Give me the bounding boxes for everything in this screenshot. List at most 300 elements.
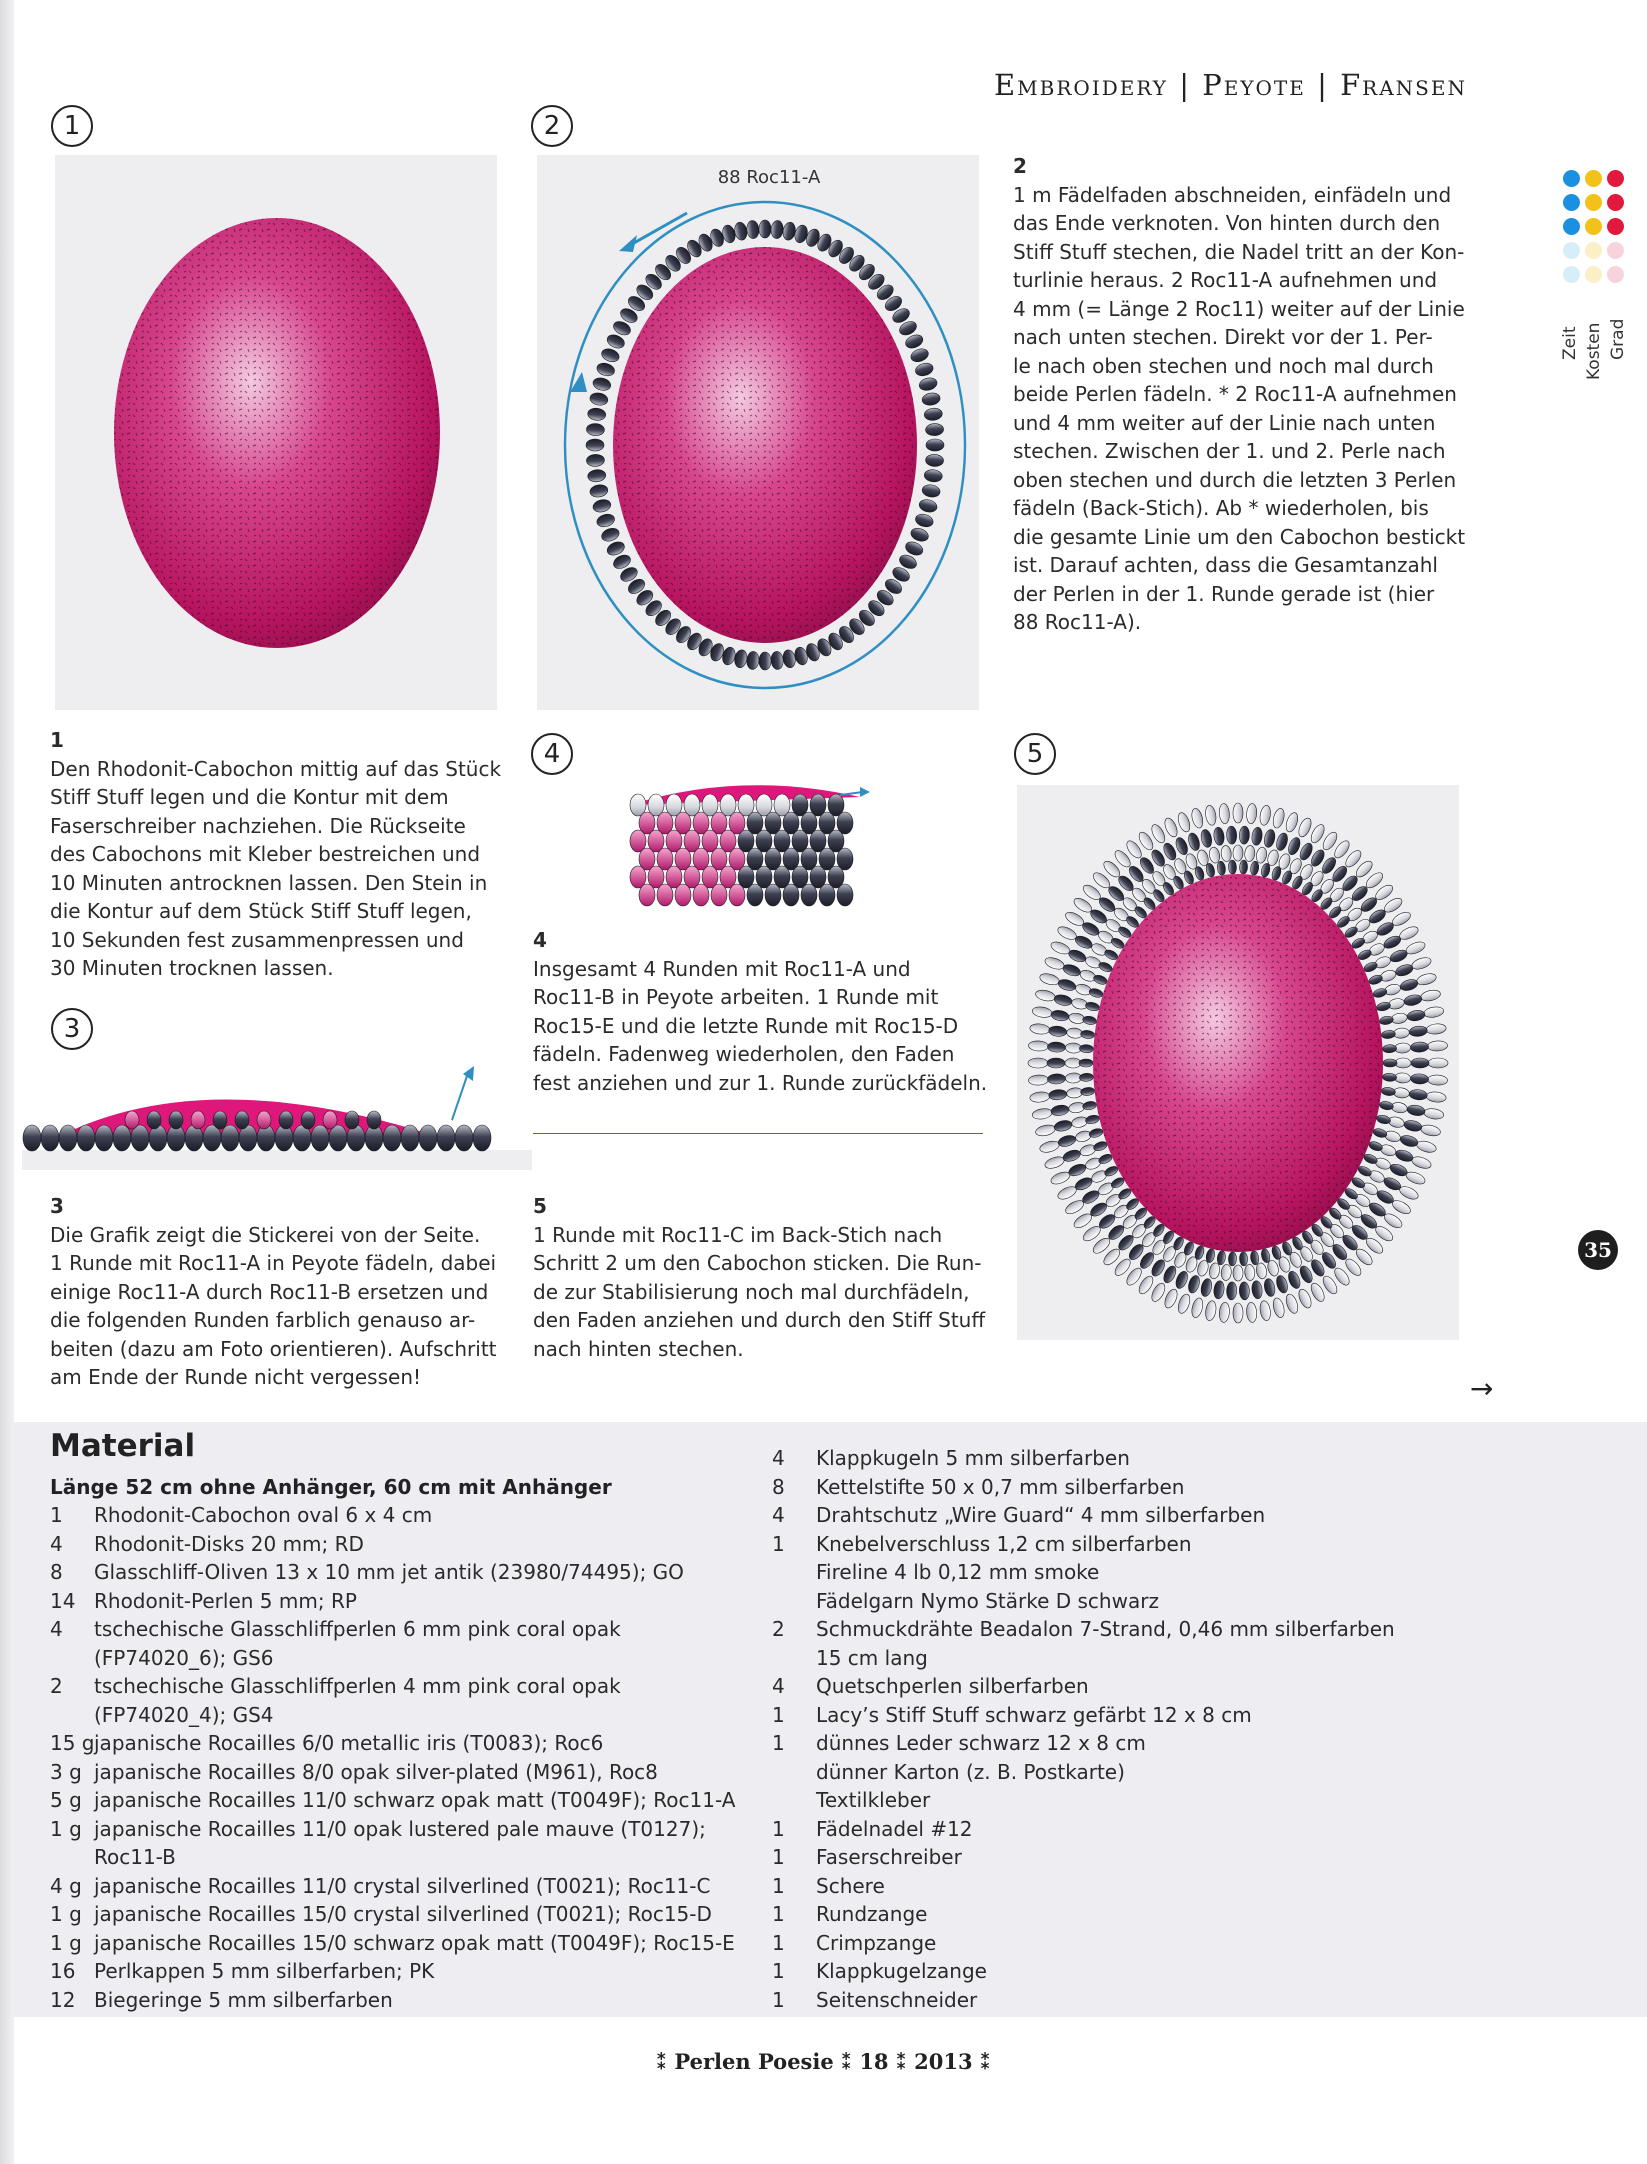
bead [1057, 1134, 1077, 1149]
step-4-text [533, 926, 1003, 1097]
step-2-text-line: nach unten stechen. Direkt vor der 1. Per- [1013, 325, 1433, 349]
material-quantity: 4 [50, 1617, 63, 1641]
grade-dot-icon [1607, 194, 1624, 211]
cost-dot-icon [1585, 266, 1602, 283]
bead [1039, 972, 1061, 987]
bead [1028, 1040, 1049, 1051]
bead [1047, 1058, 1065, 1068]
bead [1395, 1058, 1411, 1068]
bead [733, 221, 748, 241]
step-5-text-line: de zur Stabilisierung noch mal durchfädeln, [533, 1279, 970, 1304]
bead [1216, 861, 1226, 876]
step-3-badge: 3 [51, 1008, 93, 1050]
step-1-text [50, 726, 520, 983]
bead [1296, 816, 1313, 838]
bead [323, 1111, 337, 1129]
bead [1404, 1170, 1426, 1187]
bead [1399, 1134, 1419, 1149]
step-1-number: 1 [50, 728, 64, 752]
bead [1398, 1184, 1420, 1202]
bead [437, 1125, 455, 1151]
bead [592, 498, 612, 514]
bead [1029, 1091, 1050, 1103]
bead [367, 1111, 381, 1129]
bead [1035, 1123, 1057, 1137]
bead [587, 469, 606, 483]
bead [1381, 1030, 1396, 1040]
step-2-text-line: ist. Darauf achten, dass die Gesamtanzahl [1013, 553, 1438, 577]
bead [1028, 1058, 1048, 1068]
material-description: japanische Rocailles 11/0 opak lustered pale mauve (T0127); [94, 1816, 706, 1841]
material-quantity: 1 [772, 1959, 785, 1983]
bead [1411, 1058, 1429, 1068]
step-1-text-line: 10 Minuten antrocknen lassen. Den Stein in [50, 870, 488, 895]
figure-5-finished-bezel [1017, 785, 1459, 1340]
material-quantity: 1 g [50, 1902, 82, 1926]
bead [1403, 1119, 1423, 1133]
bead [1244, 1264, 1255, 1281]
bead [1029, 1023, 1050, 1035]
page-header: Embroidery | Peyote | Fransen [994, 68, 1467, 102]
bead [1239, 1252, 1248, 1266]
legend-time: Zeit [1560, 326, 1580, 360]
bead [1031, 1107, 1052, 1120]
material-description: Perlkappen 5 mm silberfarben; PK [94, 1959, 435, 1983]
material-subtitle: Länge 52 cm ohne Anhänger, 60 cm mit Anhänger [50, 1475, 612, 1499]
figure-2-label: 88 Roc11-A [717, 167, 821, 188]
bead [419, 1125, 437, 1151]
bead [1079, 1073, 1093, 1082]
bead [1053, 993, 1073, 1007]
time-dot-icon [1563, 194, 1580, 211]
bead [1213, 827, 1225, 846]
bead [1410, 955, 1432, 971]
step-2-text-line: beide Perlen fädeln. * 2 Roc11-A aufnehmen [1013, 382, 1457, 406]
bead [1415, 972, 1437, 987]
bead [921, 392, 941, 407]
bead [1381, 1087, 1396, 1097]
bead [589, 483, 609, 498]
bead [1426, 1023, 1447, 1035]
bead [1286, 836, 1302, 856]
bead [925, 423, 944, 436]
material-quantity: 4 [772, 1503, 785, 1527]
material-quantity: 4 [50, 1531, 63, 1556]
bead [924, 469, 943, 483]
bead [1043, 1155, 1065, 1171]
material-description: japanische Rocailles 11/0 schwarz opak matt (T0049F); Roc11-A [94, 1788, 736, 1812]
material-quantity: 2 [772, 1617, 785, 1641]
bead [345, 1111, 359, 1129]
step-3-text-line: beiten (dazu am Foto orientieren). Aufschritt [50, 1336, 497, 1361]
bead [1427, 1040, 1448, 1051]
figure-2-backstitch-ring [537, 155, 979, 710]
divider-line [533, 1133, 983, 1134]
grade-dot-icon [1607, 242, 1624, 259]
bead [1039, 1139, 1061, 1154]
bead [1200, 829, 1214, 849]
grade-dot-icon [1607, 266, 1624, 283]
material-title: Material [50, 1428, 196, 1464]
bead [1426, 1091, 1447, 1103]
step-2-text-line: 1 m Fädelfaden abschneiden, einfädeln und [1013, 182, 1452, 207]
material-description: dünner Karton (z. B. Postkarte) [816, 1759, 1125, 1784]
bead [770, 651, 784, 670]
bead [1423, 1006, 1444, 1019]
material-description: Glasschliff-Oliven 13 x 10 mm jet antik (23980/74495); GO [94, 1560, 684, 1584]
step-2-text-line: das Ende verknoten. Von hinten durch den [1013, 211, 1441, 235]
cost-dot-icon [1585, 170, 1602, 187]
bead [819, 884, 835, 906]
bead [1383, 1059, 1397, 1067]
material-description: Klappkugelzange [816, 1959, 987, 1983]
step-2-text-line: le nach oben stechen und noch mal durch [1013, 353, 1434, 378]
bead [586, 454, 605, 467]
step-4-text-line: Roc15-E und die letzte Runde mit Roc15-D [533, 1013, 959, 1038]
grade-dot-icon [1607, 170, 1624, 187]
time-dot-icon [1563, 218, 1580, 235]
bead [924, 407, 943, 421]
bead [1080, 1087, 1095, 1097]
step-2-text-line: 4 mm (= Länge 2 Roc11) weiter auf der Linie [1013, 296, 1465, 321]
bead [592, 376, 612, 392]
bead [1043, 955, 1065, 971]
bead [125, 1111, 139, 1129]
bead [1062, 1148, 1082, 1163]
step-5-text [533, 1192, 1003, 1363]
step-3-text-line: 1 Runde mit Roc11-A in Peyote fädeln, dabei [50, 1251, 497, 1275]
bead [1162, 816, 1179, 838]
bead [77, 1125, 95, 1151]
bead [147, 1111, 161, 1129]
step-1-text-line: 10 Sekunden fest zusammenpressen und [50, 927, 464, 952]
material-quantity: 14 [50, 1588, 76, 1613]
material-description: 15 cm lang [816, 1645, 928, 1670]
bead [1074, 1129, 1092, 1143]
material-quantity: 1 g [50, 1816, 82, 1841]
bead [1047, 1073, 1066, 1084]
material-quantity: 8 [772, 1474, 785, 1499]
bead [1263, 1278, 1277, 1298]
bead [914, 512, 935, 529]
step-1-badge: 1 [51, 105, 93, 147]
step-1-text-line: Faserschreiber nachziehen. Die Rückseite [50, 813, 466, 838]
bead [1216, 1250, 1226, 1265]
step-5-text-line: Schritt 2 um den Cabochon sticken. Die Run- [533, 1251, 982, 1275]
figure-3-side-view [22, 1050, 532, 1170]
material-quantity: 15 g [50, 1731, 95, 1755]
bead [1162, 1287, 1179, 1309]
bead [747, 884, 763, 906]
bead [639, 884, 655, 906]
bead [1190, 1297, 1205, 1319]
step-1-text-line: des Cabochons mit Kleber bestreichen und [50, 842, 481, 866]
bead [711, 884, 727, 906]
bead [1239, 860, 1248, 874]
bead [221, 1125, 239, 1151]
step-3-text-line: Die Grafik zeigt die Stickerei von der Seite. [50, 1222, 481, 1247]
step-4-number: 4 [533, 928, 547, 952]
bead [1174, 836, 1190, 856]
step-4-text-line: fest anziehen und zur 1. Runde zurückfädeln. [533, 1070, 988, 1095]
bead [1176, 811, 1192, 833]
cost-dot-icon [1585, 218, 1602, 235]
bead [1056, 924, 1078, 942]
material-description: Knebelverschluss 1,2 cm silberfarben [816, 1531, 1192, 1556]
step-5-number: 5 [533, 1194, 547, 1218]
step-2-text-line: oben stechen und durch die letzten 3 Perlen [1013, 467, 1457, 492]
bead [1233, 803, 1243, 823]
bead [1082, 1015, 1097, 1025]
step-5-badge: 5 [1014, 733, 1056, 775]
material-description: Schere [816, 1873, 885, 1898]
bead [1394, 963, 1414, 978]
bead [1228, 1252, 1237, 1266]
material-description: Roc11-B [94, 1845, 176, 1869]
step-2-number: 2 [1013, 154, 1027, 178]
material-description: tschechische Glasschliffperlen 4 mm pink coral opak [94, 1674, 621, 1698]
bead [169, 1111, 183, 1129]
bead [925, 454, 944, 467]
material-quantity: 3 g [50, 1759, 82, 1784]
bead [1403, 993, 1423, 1007]
step-3-text-line: am Ende der Runde nicht vergessen! [50, 1365, 422, 1389]
material-description: (FP74020_6); GS6 [94, 1645, 274, 1670]
bead [1233, 1303, 1243, 1323]
step-5-text-line: 1 Runde mit Roc11-C im Back-Stich nach [533, 1222, 943, 1247]
material-description: Rundzange [816, 1902, 928, 1926]
bead [1233, 845, 1243, 861]
bead [1219, 803, 1231, 824]
material-quantity: 1 [50, 1503, 63, 1527]
material-quantity: 1 [772, 1702, 785, 1727]
bead [95, 1125, 113, 1151]
material-description: Textilkleber [816, 1788, 931, 1812]
material-description: Klappkugeln 5 mm silberfarben [816, 1446, 1130, 1470]
bead [801, 884, 817, 906]
cost-dot-icon [1585, 194, 1602, 211]
bead [1239, 826, 1250, 844]
bead [1049, 940, 1071, 957]
bead [1049, 1170, 1071, 1187]
bead [783, 884, 799, 906]
bead [1251, 1280, 1263, 1299]
step-2-text [1013, 152, 1493, 637]
bead [1082, 1100, 1097, 1110]
step-4-badge: 4 [531, 733, 573, 775]
step-4-text-line: Insgesamt 4 Runden mit Roc11-A und [533, 956, 911, 981]
bead [1079, 1059, 1093, 1067]
bead [1228, 860, 1237, 874]
difficulty-legend [1558, 300, 1647, 380]
page-footer: ⁑ Perlen Poesie ⁑ 18 ⁑ 2013 ⁑ [656, 2049, 991, 2074]
bead [1420, 1123, 1442, 1137]
bead [1379, 968, 1397, 983]
bead [909, 347, 930, 364]
bead [347, 1125, 365, 1151]
material-quantity: 1 g [50, 1930, 82, 1955]
material-description: japanische Rocailles 11/0 crystal silverlined (T0021); Roc11-C [94, 1873, 711, 1898]
bead [1221, 845, 1232, 862]
bead [1048, 1089, 1067, 1101]
bead [23, 1125, 41, 1151]
bead [1226, 826, 1237, 844]
material-quantity: 1 [772, 1987, 785, 2012]
bead [589, 392, 609, 407]
bead [1410, 1155, 1432, 1171]
bead [586, 439, 604, 451]
bead [600, 526, 621, 543]
legend-cost: Kosten [1584, 322, 1604, 380]
bead [1050, 1104, 1069, 1117]
step-2-badge: 2 [531, 105, 573, 147]
bead [1187, 1274, 1202, 1294]
bead [1404, 940, 1426, 957]
material-description: Rhodonit-Disks 20 mm; RD [94, 1531, 364, 1556]
step-2-text-line: fädeln (Back-Stich). Ab * wiederholen, bis [1013, 496, 1429, 520]
bead [1379, 1143, 1397, 1158]
bead [1050, 1009, 1069, 1022]
bead [1204, 805, 1217, 826]
bead [587, 407, 606, 421]
step-4-text-line: fädeln. Fadenweg wiederholen, den Faden [533, 1042, 955, 1066]
bead [235, 1111, 249, 1129]
material-description: Biegeringe 5 mm silberfarben [94, 1987, 393, 2012]
bead [473, 1125, 491, 1151]
bead [1384, 983, 1402, 997]
next-page-arrow-icon: → [1470, 1372, 1494, 1405]
bead [921, 483, 941, 498]
step-1-text-line: Den Rhodonit-Cabochon mittig auf das Stück [50, 756, 502, 781]
step-2-text-line: Stiff Stuff stechen, die Nadel tritt an der Kon- [1013, 239, 1465, 264]
bead [401, 1125, 419, 1151]
bead [1263, 829, 1277, 849]
material-quantity: 4 [772, 1446, 785, 1470]
bead [918, 376, 938, 392]
material-description: Seitenschneider [816, 1987, 978, 2012]
bead [1406, 1009, 1425, 1022]
bead [1208, 1262, 1221, 1280]
grade-dot-icon [1607, 218, 1624, 235]
material-quantity: 1 [772, 1531, 785, 1556]
material-quantity: 16 [50, 1959, 76, 1983]
bead [1275, 832, 1290, 852]
bead [1221, 1264, 1232, 1281]
bead [1246, 803, 1258, 824]
bead [586, 423, 605, 436]
bead [1053, 1119, 1073, 1133]
bead [1251, 827, 1263, 846]
material-description: Fädelgarn Nymo Stärke D schwarz [816, 1588, 1159, 1613]
bead [1213, 1280, 1225, 1299]
bead [1028, 1075, 1049, 1086]
bead [693, 884, 709, 906]
bead [1284, 1293, 1300, 1315]
bead [213, 1111, 227, 1129]
bead [311, 1125, 329, 1151]
bead [1062, 963, 1082, 978]
bead [257, 1111, 271, 1129]
material-description: Quetschperlen silberfarben [816, 1674, 1089, 1698]
bead [1296, 1287, 1313, 1309]
bead [185, 1125, 203, 1151]
bead [1259, 1300, 1272, 1321]
material-description: Faserschreiber [816, 1845, 962, 1869]
bead [1382, 1044, 1396, 1053]
bead [782, 221, 797, 241]
bead [1187, 832, 1202, 852]
bead [1409, 1089, 1428, 1101]
bead [191, 1111, 205, 1129]
bead [1200, 1278, 1214, 1298]
step-2-text-line: und 4 mm weiter auf der Linie nach unten [1013, 410, 1436, 435]
bead [59, 1125, 77, 1151]
bead [765, 884, 781, 906]
bead [1079, 1143, 1097, 1158]
bead [113, 1125, 131, 1151]
bead [279, 1111, 293, 1129]
material-description: Fireline 4 lb 0,12 mm smoke [816, 1560, 1100, 1584]
material-description: Schmuckdrähte Beadalon 7-Strand, 0,46 mm silberfarben [816, 1617, 1395, 1641]
material-description: Fädelnadel #12 [816, 1816, 973, 1841]
bead [1250, 861, 1260, 876]
material-description: japanische Rocailles 15/0 crystal silverlined (T0021); Roc15-D [94, 1902, 712, 1926]
bead [1410, 1073, 1429, 1084]
time-dot-icon [1563, 266, 1580, 283]
bead [41, 1125, 59, 1151]
bead [1284, 811, 1300, 833]
bead [1035, 988, 1057, 1002]
material-quantity: 1 [772, 1816, 785, 1841]
step-4-text-line: Roc11-B in Peyote arbeiten. 1 Runde mit [533, 985, 939, 1009]
bead [595, 512, 616, 529]
material-quantity: 4 [772, 1674, 785, 1698]
bead [1379, 1015, 1394, 1025]
step-2-text-line: der Perlen in der 1. Runde gerade ist (hier [1013, 581, 1435, 606]
bead [383, 1125, 401, 1151]
bead [1255, 846, 1268, 864]
material-description: Crimpzange [816, 1930, 937, 1955]
bead [1219, 1302, 1231, 1323]
bead [657, 884, 673, 906]
bead [595, 361, 616, 378]
bead [1226, 1282, 1237, 1300]
bead [301, 1111, 315, 1129]
step-3-text [50, 1192, 530, 1392]
material-description: japanische Rocailles 6/0 metallic iris (T0083); Roc6 [94, 1731, 604, 1755]
step-3-text-line: einige Roc11-A durch Roc11-B ersetzen und [50, 1279, 489, 1304]
time-dot-icon [1563, 242, 1580, 259]
bead [1079, 968, 1097, 983]
bead [1286, 1270, 1302, 1290]
legend-grade: Grad [1608, 318, 1628, 360]
bead [1271, 807, 1286, 829]
bead [909, 526, 930, 543]
bead [746, 220, 760, 239]
bead [918, 498, 938, 514]
bead [1420, 988, 1442, 1002]
step-2-text-line: turlinie heraus. 2 Roc11-A aufnehmen und [1013, 268, 1438, 292]
bead [1259, 805, 1272, 826]
bead [1423, 1107, 1444, 1120]
step-3-number: 3 [50, 1194, 64, 1218]
time-dot-icon [1563, 170, 1580, 187]
bead [1174, 1270, 1190, 1290]
material-quantity: 1 [772, 1930, 785, 1955]
bead [837, 884, 853, 906]
bead [1244, 845, 1255, 862]
material-description: dünnes Leder schwarz 12 x 8 cm [816, 1731, 1146, 1755]
